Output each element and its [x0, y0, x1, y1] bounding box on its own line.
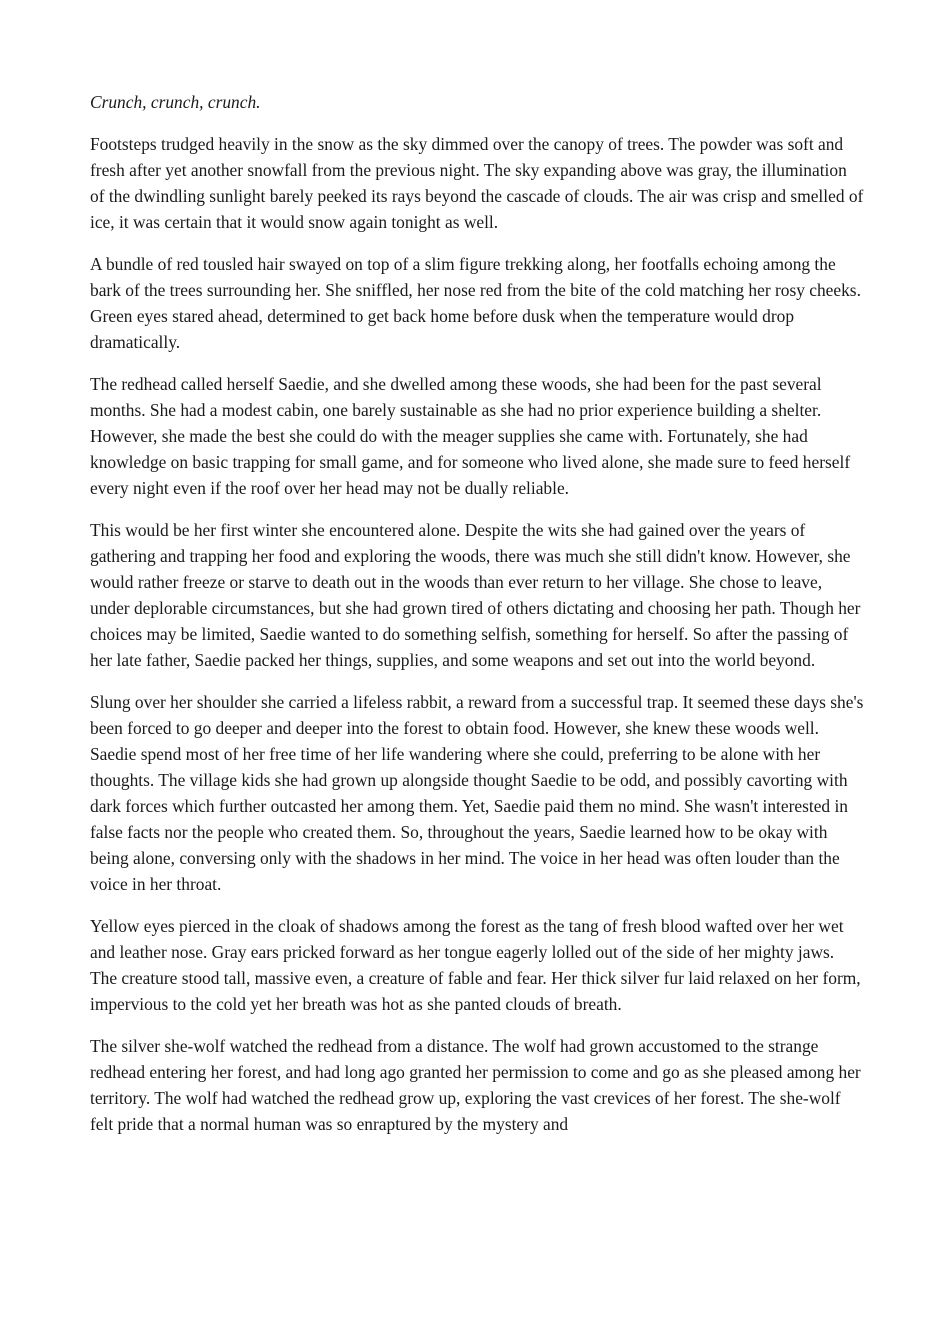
- paragraph-2: A bundle of red tousled hair swayed on top of a slim figure trekking along, her footfalls echoing among the bark of the trees surrounding her. She sniffled, her nose red from the bite of the cold matching her rosy cheeks. Green eyes stared ahead, determined to get back home before dusk when the temperature would drop dramatically.: [90, 254, 861, 352]
- paragraph-7: The silver she-wolf watched the redhead from a distance. The wolf had grown accustomed to the strange redhead entering her forest, and had long ago granted her permission to come and go as she pleased among her territory. The wolf had watched the redhead grow up, exploring the vast crevices of her forest. The she-wolf felt pride that a normal human was so enraptured by the mystery and: [90, 1036, 861, 1134]
- opening-line: Crunch, crunch, crunch.: [90, 92, 261, 112]
- story-text: [90, 89, 865, 1153]
- paragraph-5: Slung over her shoulder she carried a lifeless rabbit, a reward from a successful trap. It seemed these days she's been forced to go deeper and deeper into the forest to obtain food. However, she knew these woods well. Saedie spend most of her free time of her life wandering where she could, preferring to be alone with her thoughts. The village kids she had grown up alongside thought Saedie to be odd, and possibly cavorting with dark forces which further outcasted her among them. Yet, Saedie paid them no mind. She wasn't interested in false facts nor the people who created them. So, throughout the years, Saedie learned how to be okay with being alone, conversing only with the shadows in her mind. The voice in her head was often louder than the voice in her throat.: [90, 692, 864, 894]
- paragraph-4: This would be her first winter she encountered alone. Despite the wits she had gained over the years of gathering and trapping her food and exploring the woods, there was much she still didn't know. However, she would rather freeze or starve to death out in the woods than ever return to her village. She chose to leave, under deplorable circumstances, but she had grown tired of others dictating and choosing her path. Though her choices may be limited, Saedie wanted to do something selfish, something for herself. So after the passing of her late father, Saedie packed her things, supplies, and some weapons and set out into the world beyond.: [90, 520, 861, 670]
- paragraph-3: The redhead called herself Saedie, and she dwelled among these woods, she had been for the past several months. She had a modest cabin, one barely sustainable as she had no prior experience building a shelter. However, she made the best she could do with the meager supplies she came with. Fortunately, she had knowledge on basic trapping for small game, and for someone who lived alone, she made sure to feed herself every night even if the roof over her head may not be dually reliable.: [90, 374, 851, 498]
- paragraph-1: Footsteps trudged heavily in the snow as the sky dimmed over the canopy of trees. The powder was soft and fresh after yet another snowfall from the previous night. The sky expanding above was gray, the illumination of the dwindling sunlight barely peeked its rays beyond the cascade of clouds. The air was crisp and smelled of ice, it was certain that it would snow again tonight as well.: [90, 134, 864, 232]
- paragraph-6: Yellow eyes pierced in the cloak of shadows among the forest as the tang of fresh blood wafted over her wet and leather nose. Gray ears pricked forward as her tongue eagerly lolled out of the side of her mighty jaws. The creature stood tall, massive even, a creature of fable and fear. Her thick silver fur laid relaxed on her form, impervious to the cold yet her breath was hot as she panted clouds of breath.: [90, 916, 861, 1014]
